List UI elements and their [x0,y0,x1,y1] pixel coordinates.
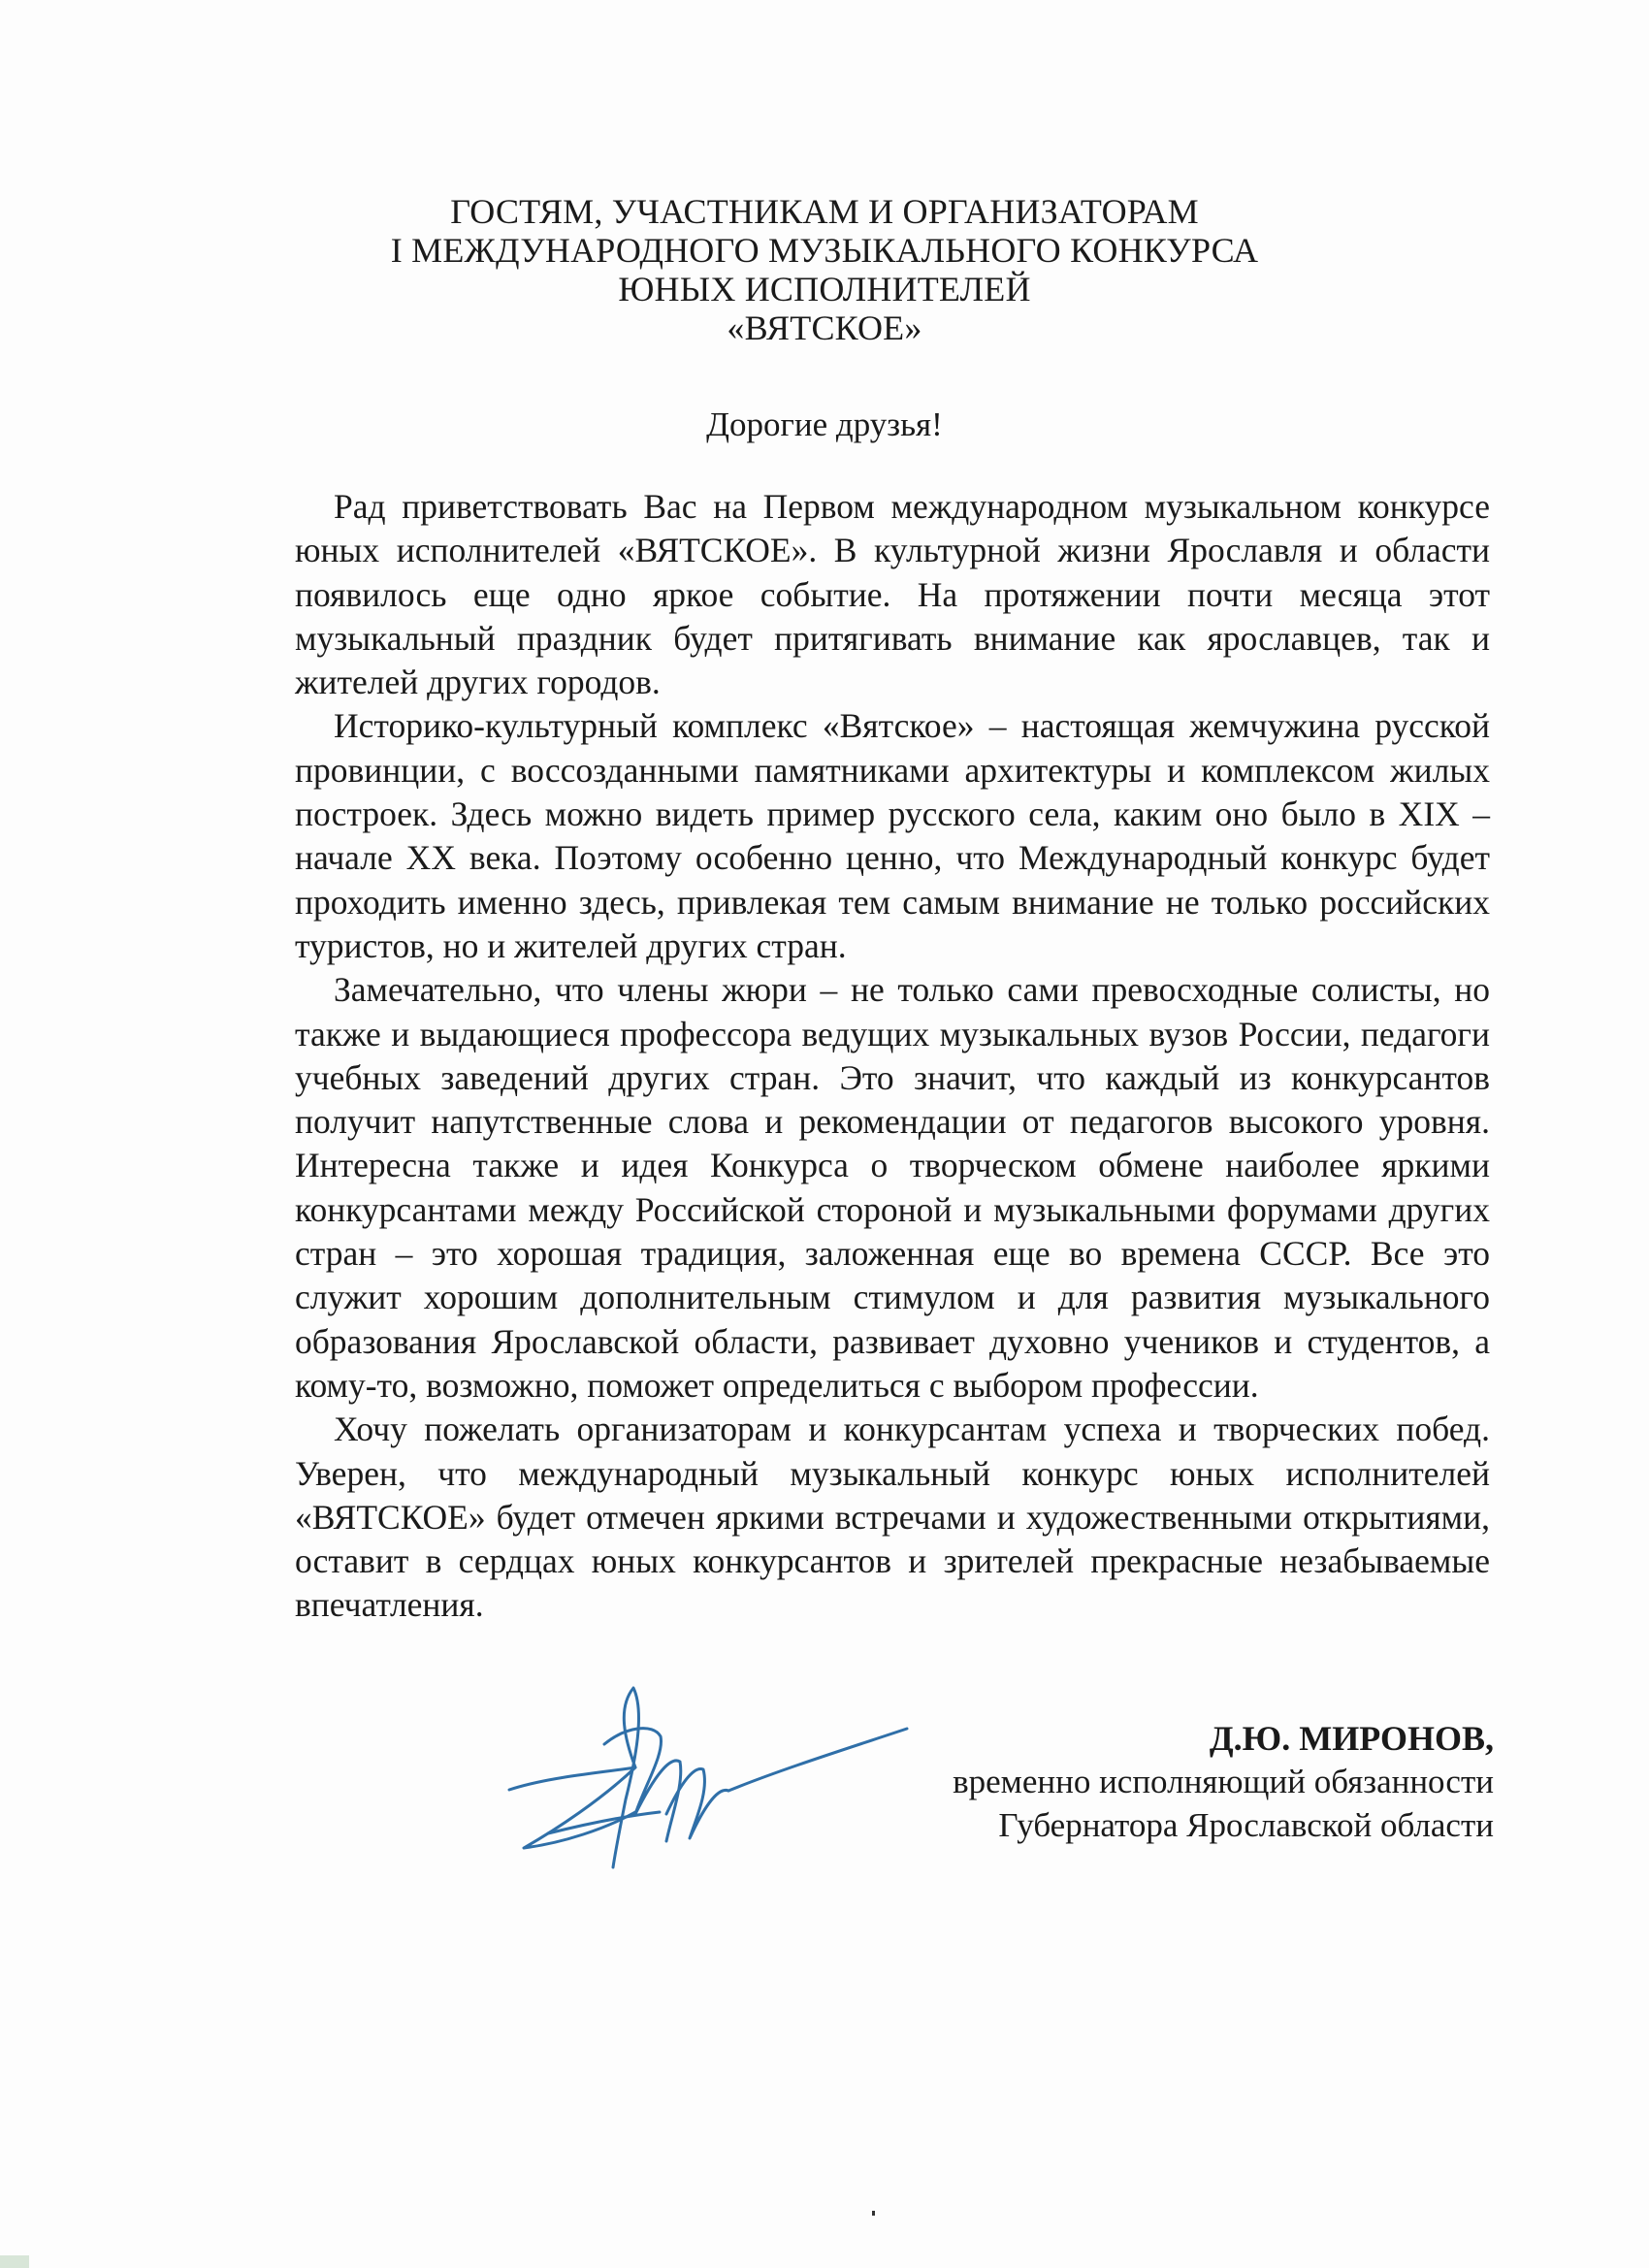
signatory-position-line: временно исполняющий обязанности [953,1763,1494,1800]
letter-body [295,485,1490,1628]
paragraph: Историко-культурный комплекс «Вятское» – настоящая жемчужина русской провинции, с воссозданными памятниками архитектуры и комплексом жилых построек. Здесь можно видеть пример русского села, каким оно было в XIX – начале XX века. Поэтому особенно ценно, что Международный конкурс будет проходить именно здесь, привлекая тем самым внимание не только российских туристов, но и жителей других стран. [295,706,1490,965]
letter-heading [291,192,1358,347]
signatory-block [815,1717,1494,1847]
scan-edge-mark [0,2255,29,2268]
paragraph: Хочу пожелать организаторам и конкурсантам успеха и творческих побед. Уверен, что международный музыкальный конкурс юных исполнителей «ВЯТСКОЕ» будет отмечен яркими встречами и художественными открытиями, оставит в сердцах юных конкурсантов и зрителей прекрасные незабываемые впечатления. [295,1409,1490,1625]
heading-line: I МЕЖДУНАРОДНОГО МУЗЫКАЛЬНОГО КОНКУРСА [390,231,1259,270]
paragraph: Замечательно, что члены жюри – не только сами превосходные солисты, но также и выдающиеся профессора ведущих музыкальных вузов России, педагоги учебных заведений других стран. Это значит, что каждый из конкурсантов получит напутственные слова и рекомендации от педагогов высокого уровня. Интересна также и идея Конкурса о творческом обмене наиболее яркими конкурсантами между Российской стороной и музыкальными форумами других стран – это хорошая традиция, заложенная еще во времена СССР. Все это служит хорошим дополнительным стимулом и для развития музыкального образования Ярославской области, развивает духовно учеников и студентов, а кому-то, возможно, поможет определиться с выбором профессии. [295,970,1490,1405]
signatory-position-line: Губернатора Ярославской области [998,1806,1494,1844]
signatory-name: Д.Ю. МИРОНОВ, [1209,1719,1494,1758]
heading-line: ЮНЫХ ИСПОЛНИТЕЛЕЙ [618,270,1031,308]
heading-line: «ВЯТСКОЕ» [727,308,922,347]
scan-speck [871,2210,877,2218]
paragraph: Рад приветствовать Вас на Первом международном музыкальном конкурсе юных исполнителей «ВЯТСКОЕ». В культурной жизни Ярославля и области появилось еще одно яркое событие. На протяжении почти месяца этот музыкальный праздник будет притягивать внимание как ярославцев, так и жителей других городов. [295,487,1490,702]
salutation: Дорогие друзья! [706,405,943,443]
heading-line: ГОСТЯМ, УЧАСТНИКАМ И ОРГАНИЗАТОРАМ [450,192,1199,231]
